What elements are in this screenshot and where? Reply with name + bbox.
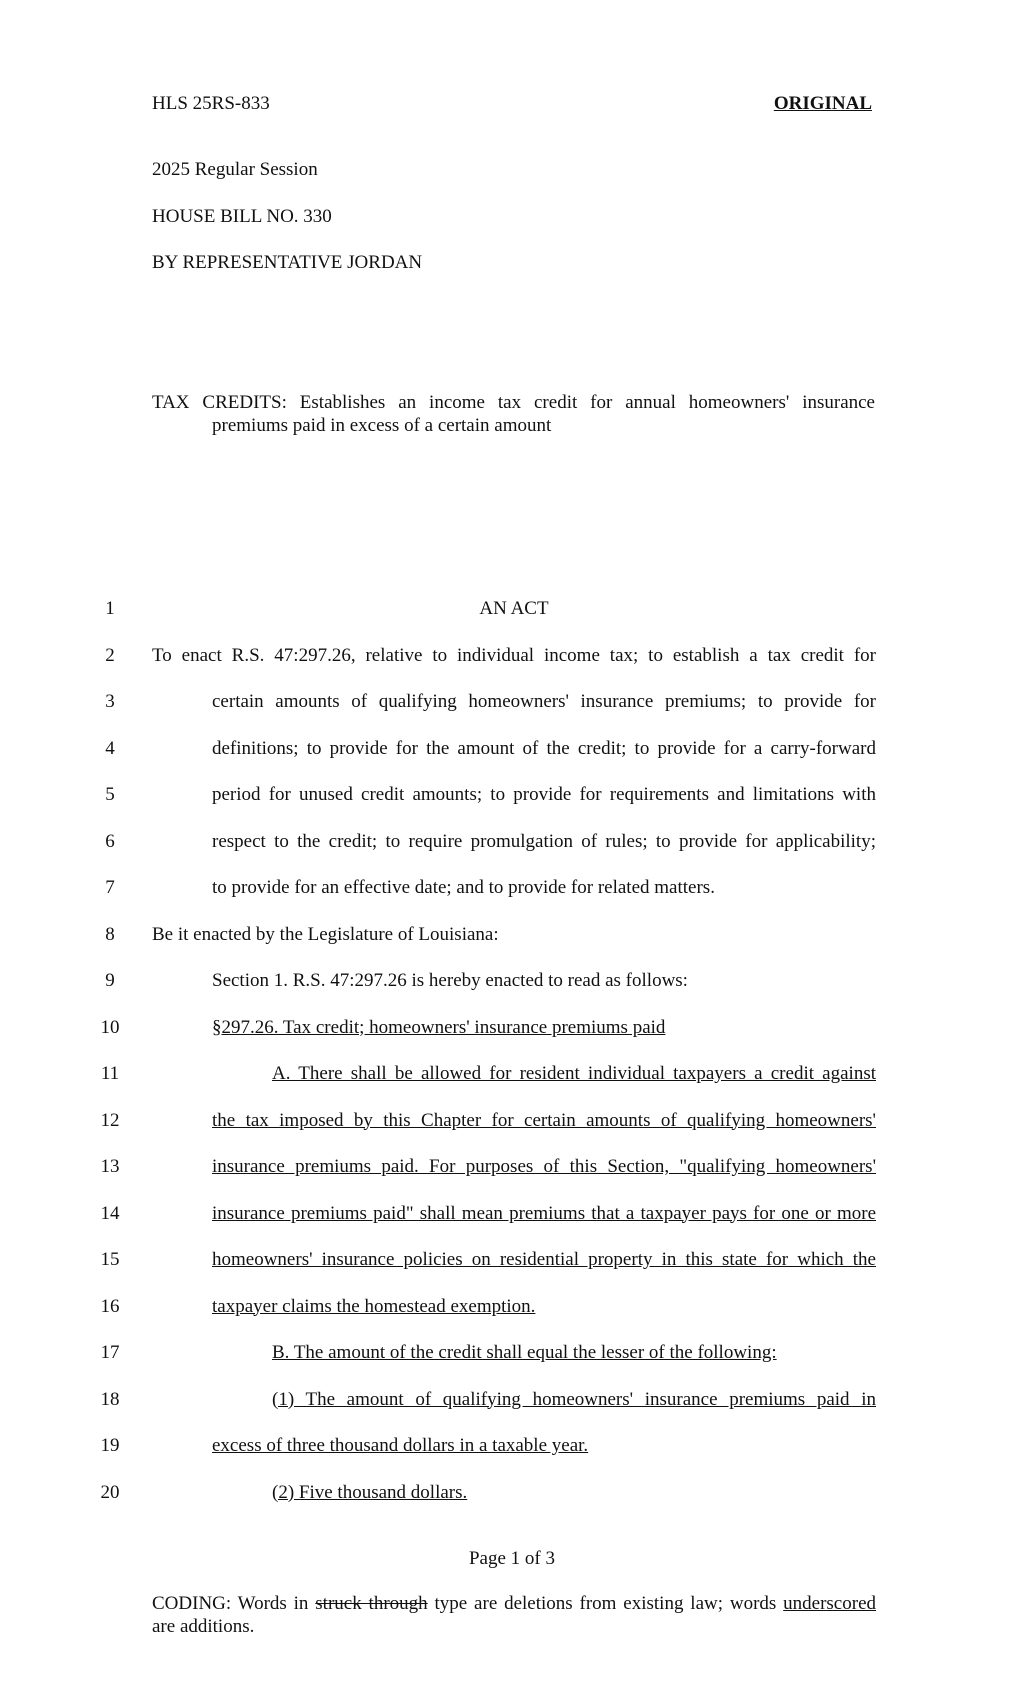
line-number: 15 xyxy=(100,1249,120,1270)
coding-legend-line-1 xyxy=(152,1592,876,1615)
line-number: 14 xyxy=(100,1202,120,1224)
coding-middle: type are deletions from existing law; words xyxy=(434,1593,777,1614)
line-text: to provide for an effective date; and to provide for related matters. xyxy=(212,877,715,898)
bill-line xyxy=(0,1435,1024,1482)
line-number: 6 xyxy=(105,830,115,852)
line-number: 16 xyxy=(100,1295,120,1317)
bill-line xyxy=(0,738,1024,785)
bill-line xyxy=(0,1017,1024,1064)
line-number: 19 xyxy=(100,1435,120,1456)
bill-line xyxy=(0,691,1024,738)
line-number: 9 xyxy=(105,970,115,991)
document-status: ORIGINAL xyxy=(773,93,872,114)
line-text: Section 1. R.S. 47:297.26 is hereby enacted to read as follows: xyxy=(212,970,688,991)
document-id: HLS 25RS-833 xyxy=(152,93,270,114)
line-text: respect to the credit; to require promulgation of rules; to provide for applicability; xyxy=(212,830,876,852)
bill-line xyxy=(0,924,1024,971)
bill-line xyxy=(0,645,1024,692)
line-number: 20 xyxy=(100,1481,120,1503)
bill-body xyxy=(0,598,1024,1528)
line-text: (2) Five thousand dollars. xyxy=(272,1481,468,1503)
line-text: insurance premiums paid" shall mean premiums that a taxpayer pays for one or more xyxy=(212,1202,876,1224)
coding-struck-example: struck through xyxy=(315,1593,428,1614)
line-text: taxpayer claims the homestead exemption. xyxy=(212,1295,536,1317)
line-number: 17 xyxy=(100,1342,120,1363)
page-number: Page 1 of 3 xyxy=(468,1548,555,1569)
line-text: excess of three thousand dollars in a taxable year. xyxy=(212,1435,589,1456)
line-text: A. There shall be allowed for resident individual taxpayers a credit against xyxy=(272,1063,876,1084)
line-text: period for unused credit amounts; to provide for requirements and limitations with xyxy=(212,784,876,805)
line-number: 7 xyxy=(105,877,115,898)
line-text: B. The amount of the credit shall equal the lesser of the following: xyxy=(272,1342,777,1363)
line-text: the tax imposed by this Chapter for certain amounts of qualifying homeowners' xyxy=(212,1109,876,1131)
bill-digest xyxy=(152,391,875,437)
line-number: 3 xyxy=(105,691,115,712)
line-number: 5 xyxy=(105,784,115,805)
line-number: 18 xyxy=(100,1388,120,1410)
bill-line xyxy=(0,1389,1024,1436)
line-number: 1 xyxy=(105,598,115,619)
coding-prefix: CODING: Words in xyxy=(152,1593,309,1614)
bill-line xyxy=(0,831,1024,878)
line-text: insurance premiums paid. For purposes of this Section, "qualifying homeowners' xyxy=(212,1156,876,1177)
session: 2025 Regular Session xyxy=(152,159,318,180)
bill-line xyxy=(0,1296,1024,1343)
coding-legend xyxy=(152,1592,876,1638)
bill-line xyxy=(0,1203,1024,1250)
bill-line xyxy=(0,1249,1024,1296)
bill-line xyxy=(0,877,1024,924)
line-text: certain amounts of qualifying homeowners' insurance premiums; to provide for xyxy=(212,691,876,712)
bill-line xyxy=(0,970,1024,1017)
bill-author: BY REPRESENTATIVE JORDAN xyxy=(152,252,423,273)
line-number: 10 xyxy=(100,1016,120,1038)
bill-line xyxy=(0,1110,1024,1157)
coding-underscored-example: underscored xyxy=(783,1593,877,1614)
bill-line xyxy=(0,1342,1024,1389)
line-text: To enact R.S. 47:297.26, relative to individual income tax; to establish a tax credit for xyxy=(152,644,876,666)
line-text: Be it enacted by the Legislature of Louisiana: xyxy=(152,923,499,945)
bill-line xyxy=(0,1063,1024,1110)
digest-line-2: premiums paid in excess of a certain amount xyxy=(212,415,552,436)
bill-line xyxy=(0,1156,1024,1203)
line-number: 4 xyxy=(105,737,115,759)
line-number: 11 xyxy=(100,1063,120,1084)
line-number: 2 xyxy=(105,644,115,666)
coding-legend-line-2: are additions. xyxy=(152,1616,255,1637)
act-title: AN ACT xyxy=(479,598,549,619)
bill-line xyxy=(0,784,1024,831)
bill-line xyxy=(0,598,1024,645)
line-text: homeowners' insurance policies on residential property in this state for which the xyxy=(212,1249,876,1270)
digest-line-1: TAX CREDITS: Establishes an income tax credit for annual homeowners' insurance xyxy=(152,392,875,413)
line-text: definitions; to provide for the amount of the credit; to provide for a carry-forward xyxy=(212,737,876,759)
bill-line xyxy=(0,1482,1024,1529)
line-text: (1) The amount of qualifying homeowners' insurance premiums paid in xyxy=(272,1388,876,1410)
line-number: 13 xyxy=(100,1156,120,1177)
line-text: §297.26. Tax credit; homeowners' insurance premiums paid xyxy=(212,1016,666,1038)
line-number: 12 xyxy=(100,1109,120,1131)
line-number: 8 xyxy=(105,923,115,945)
bill-number: HOUSE BILL NO. 330 xyxy=(152,206,332,227)
